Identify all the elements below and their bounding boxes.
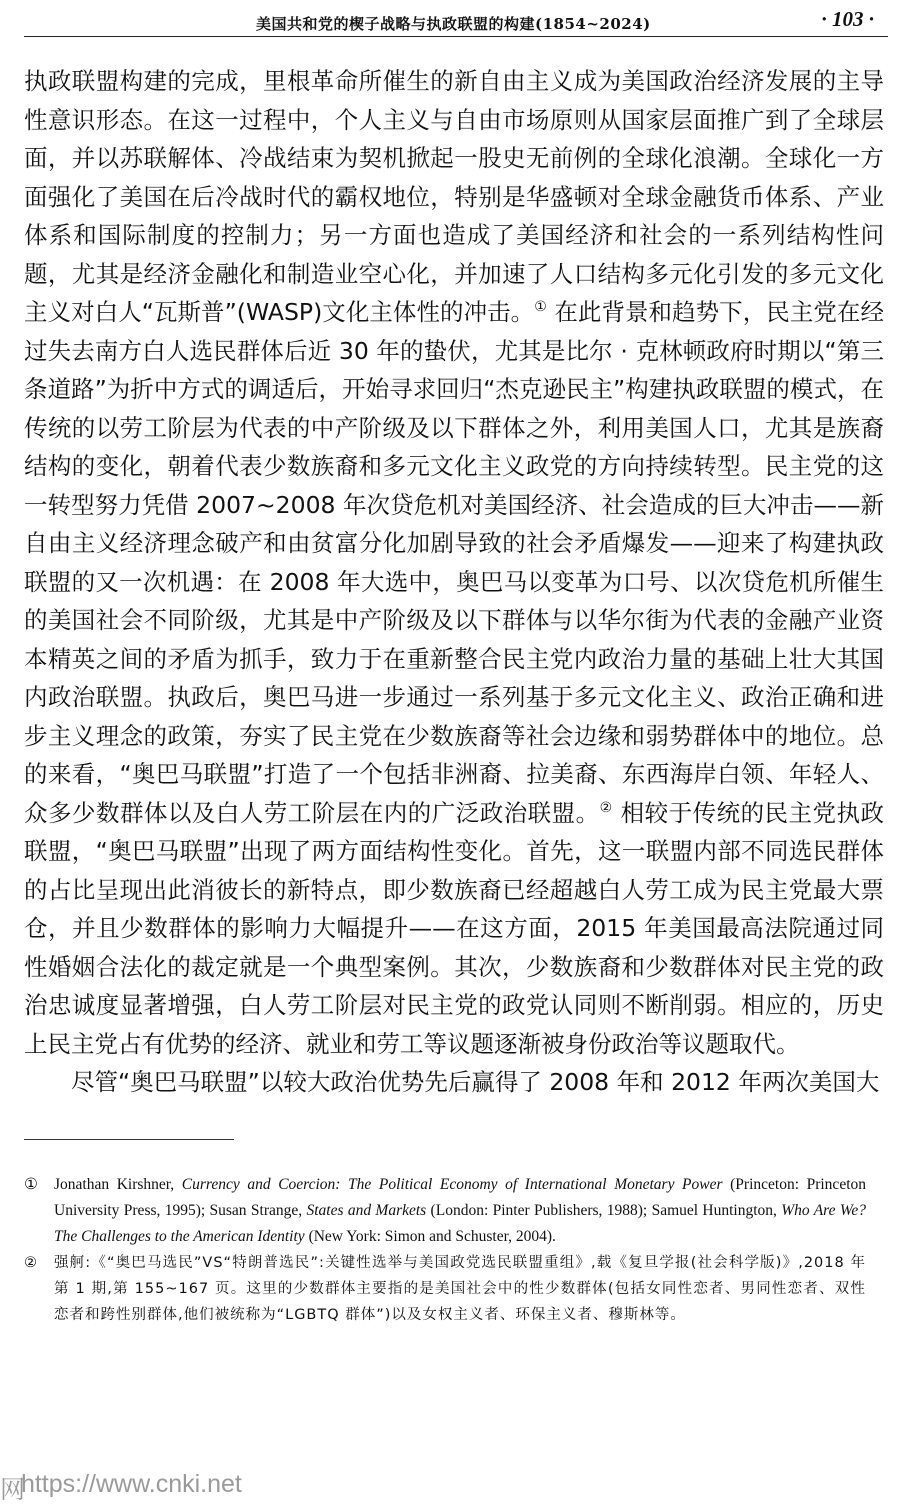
watermark-url[interactable]: https://www.cnki.net [20, 1470, 242, 1498]
body-paragraph-1-part-c: 相较于传统的民主党执政联盟，“奥巴马联盟”出现了两方面结构性变化。首先，这一联盟内部不同选民群体的占比呈现出此消彼长的新特点，即少数族裔已经超越白人劳工成为民主党最大票仓，并且少数群体的影响力大幅提升——在这方面，2015 年美国最高法院通过同性婚姻合法化的裁定就是一个典型案例。其次，少数族裔和少数群体对民主党的政治忠诚度显著增强，白人劳工阶层对民主党的政党认同则不断削弱。相应的，历史上民主党占有优势的经济、就业和劳工等议题逐渐被身份政治等议题取代。 [24, 798, 884, 1058]
watermark-logo: 网 [0, 1476, 26, 1504]
footnote-1-text-3: (London: Pinter Publishers, 1988); Samuel Huntington, [426, 1202, 782, 1219]
footnote-1-book-title-2: States and Markets [306, 1202, 427, 1219]
body-paragraph-1 [24, 62, 884, 1063]
footnote-2 [24, 1250, 866, 1328]
body-paragraph-2: 尽管“奥巴马联盟”以较大政治优势先后赢得了 2008 年和 2012 年两次美国大 [71, 1068, 880, 1096]
body-paragraph-1-part-b: 在此背景和趋势下，民主党在经过失去南方白人选民群体后近 30 年的蛰伏，尤其是比尔 · 克林顿政府时期以“第三条道路”为折中方式的调适后，开始寻求回归“杰克逊民主”构建执政联盟的模式，在传统的以劳工阶层为代表的中产阶级及以下群体之外，利用美国人口，尤其是族裔结构的变化，朝着代表少数族裔和多元文化主义政党的方向持续转型。民主党的这一转型努力凭借 2007~2008 年次贷危机对美国经济、社会造成的巨大冲击——新自由主义经济理念破产和由贫富分化加剧导致的社会矛盾爆发——迎来了构建执政联盟的又一次机遇：在 2008 年大选中，奥巴马以变革为口号、以次贷危机所催生的美国社会不同阶级，尤其是中产阶级及以下群体与以华尔街为代表的金融产业资本精英之间的矛盾为抓手，致力于在重新整合民主党内政治力量的基础上壮大其国内政治联盟。执政后，奥巴马进一步通过一系列基于多元文化主义、政治正确和进步主义理念的政策，夯实了民主党在少数族裔等社会边缘和弱势群体中的地位。总的来看，“奥巴马联盟”打造了一个包括非洲裔、拉美裔、东西海岸白领、年轻人、众多少数群体以及白人劳工阶层在内的广泛政治联盟。 [24, 298, 884, 827]
footnote-1-text-1: Jonathan Kirshner, [54, 1176, 182, 1193]
footnote-1-book-title-1: Currency and Coercion: The Political Economy of International Monetary Power [181, 1176, 723, 1193]
footnote-2-number: ② [24, 1255, 38, 1271]
footnote-1-text-2: (Princeton: Princeton University Press, 1995); Susan Strange, [54, 1176, 866, 1219]
footnote-1-number: ① [24, 1176, 38, 1193]
running-header [24, 6, 888, 37]
footnotes [24, 1172, 866, 1328]
footnote-ref-1[interactable]: ① [534, 299, 547, 316]
footnote-ref-2[interactable]: ② [599, 799, 613, 816]
footnote-2-text: 强舸:《“奥巴马选民”VS“特朗普选民”:关键性选举与美国政党选民联盟重组》,载《复旦学报(社会科学版)》,2018 年第 1 期,第 155~167 页。这里的少数群体主要指的是美国社会中的性少数群体(包括女同性恋者、男同性恋者、双性恋者和跨性别群体,他们被统称为“LGBTQ 群体”)以及女权主义者、环保主义者、穆斯林等。 [54, 1255, 866, 1323]
watermark [0, 1470, 242, 1504]
page-number: · 103 · [821, 7, 874, 31]
footnote-1-book-title-3: Who Are We? The Challenges to the American Identity [54, 1202, 866, 1245]
running-title: 美国共和党的楔子战略与执政联盟的构建(1854~2024) [256, 15, 651, 33]
body-paragraph-1-part-a: 执政联盟构建的完成，里根革命所催生的新自由主义成为美国政治经济发展的主导性意识形态。在这一过程中，个人主义与自由市场原则从国家层面推广到了全球层面，并以苏联解体、冷战结束为契机掀起一股史无前例的全球化浪潮。全球化一方面强化了美国在后冷战时代的霸权地位，特别是华盛顿对全球金融货币体系、产业体系和国际制度的控制力；另一方面也造成了美国经济和社会的一系列结构性问题，尤其是经济金融化和制造业空心化，并加速了人口结构多元化引发的多元文化主义对白人“瓦斯普”(WASP)文化主体性的冲击。 [24, 67, 884, 326]
footnote-1 [24, 1172, 866, 1250]
footnote-divider [24, 1139, 234, 1140]
body-text [24, 62, 884, 1102]
footnote-1-text-4: (New York: Simon and Schuster, 2004). [304, 1228, 556, 1245]
